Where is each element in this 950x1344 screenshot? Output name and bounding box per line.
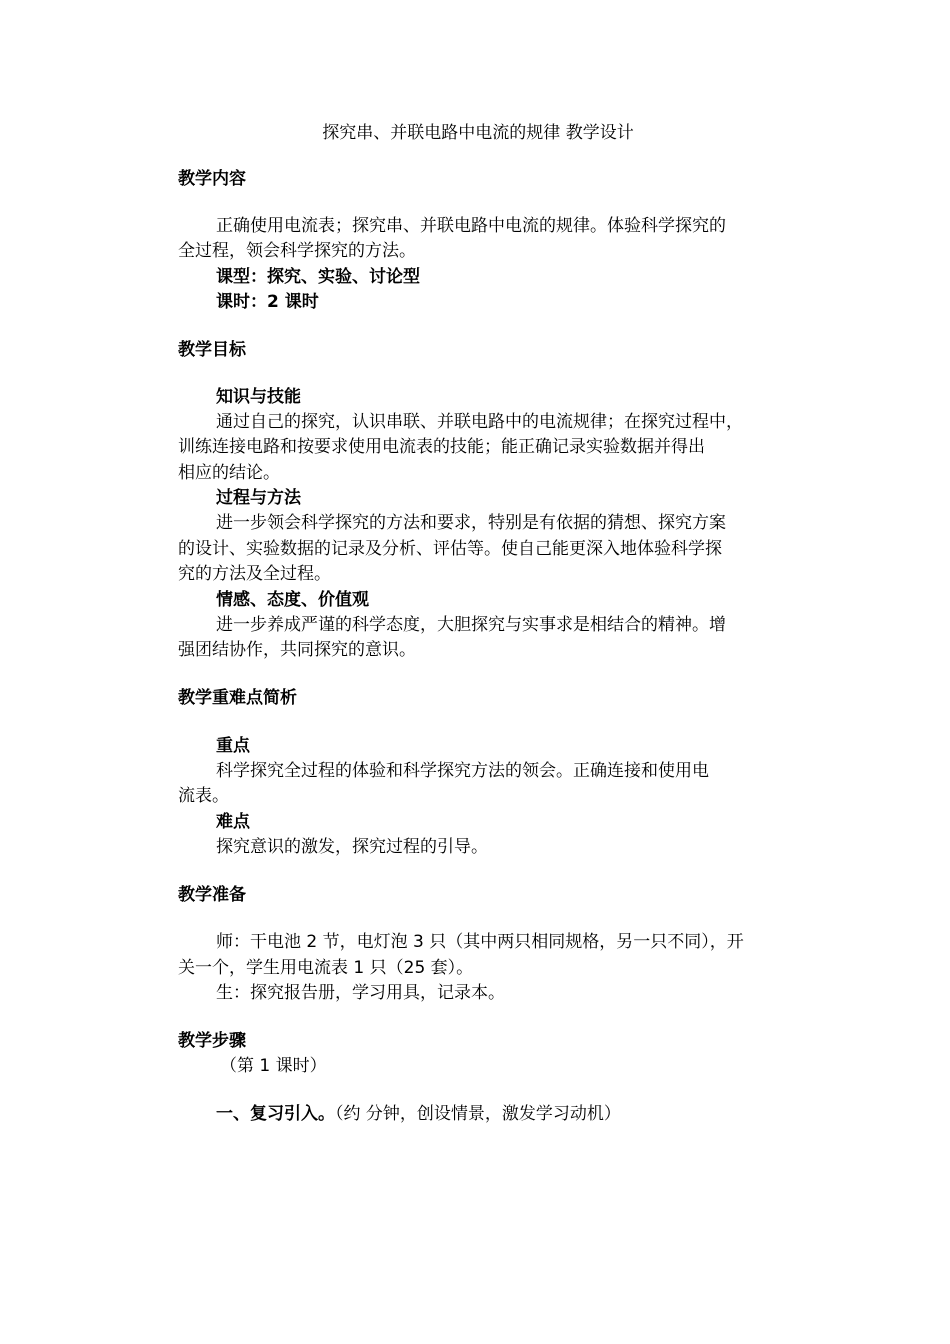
- lesson-type: 课型：探究、实验、讨论型: [216, 267, 420, 287]
- paragraph-line: 探究意识的激发，探究过程的引导。: [216, 837, 488, 857]
- paragraph-line: 究的方法及全过程。: [178, 564, 331, 584]
- paragraph-line: 进一步养成严谨的科学态度，大胆探究与实事求是相结合的精神。增: [216, 615, 726, 635]
- paragraph-line: 全过程，领会科学探究的方法。: [178, 241, 416, 261]
- subheading-process: 过程与方法: [216, 488, 301, 508]
- paragraph-line: 的设计、实验数据的记录及分析、评估等。使自己能更深入地体验科学探: [178, 539, 722, 559]
- subheading-emotion: 情感、态度、价值观: [216, 590, 369, 610]
- section-heading-preparation: 教学准备: [178, 885, 246, 905]
- paragraph-line: 强团结协作，共同探究的意识。: [178, 640, 416, 660]
- step-one-title: 一、复习引入。: [216, 1104, 335, 1124]
- lesson-period: （第 1 课时）: [220, 1056, 327, 1076]
- section-heading-keypoints: 教学重难点简析: [178, 688, 297, 708]
- lesson-hours: 课时：2 课时: [216, 292, 319, 312]
- paragraph-line: 关一个，学生用电流表 1 只（25 套）。: [178, 958, 474, 978]
- subheading-difficulty: 难点: [216, 812, 250, 832]
- doc-title: 探究串、并联电路中电流的规律 教学设计: [322, 123, 634, 143]
- paragraph-line: 流表。: [178, 786, 229, 806]
- section-heading-goals: 教学目标: [178, 340, 246, 360]
- paragraph-line: 生：探究报告册，学习用具，记录本。: [216, 983, 505, 1003]
- paragraph-line: 通过自己的探究，认识串联、并联电路中的电流规律；在探究过程中，: [216, 412, 743, 432]
- paragraph-line: 训练连接电路和按要求使用电流表的技能；能正确记录实验数据并得出: [178, 437, 705, 457]
- subheading-key: 重点: [216, 736, 250, 756]
- paragraph-line: 师：干电池 2 节，电灯泡 3 只（其中两只相同规格，另一只不同），开: [216, 932, 744, 952]
- section-heading-steps: 教学步骤: [178, 1031, 246, 1051]
- step-one-note: （约 分钟，创设情景，激发学习动机）: [335, 1104, 621, 1124]
- paragraph-line: 科学探究全过程的体验和科学探究方法的领会。正确连接和使用电: [216, 761, 709, 781]
- paragraph-line: 相应的结论。: [178, 463, 280, 483]
- paragraph-line: 正确使用电流表；探究串、并联电路中电流的规律。体验科学探究的: [216, 216, 726, 236]
- step-one: [216, 1102, 621, 1126]
- paragraph-line: 进一步领会科学探究的方法和要求，特别是有依据的猜想、探究方案: [216, 513, 726, 533]
- section-heading-content: 教学内容: [178, 169, 246, 189]
- subheading-knowledge: 知识与技能: [216, 387, 301, 407]
